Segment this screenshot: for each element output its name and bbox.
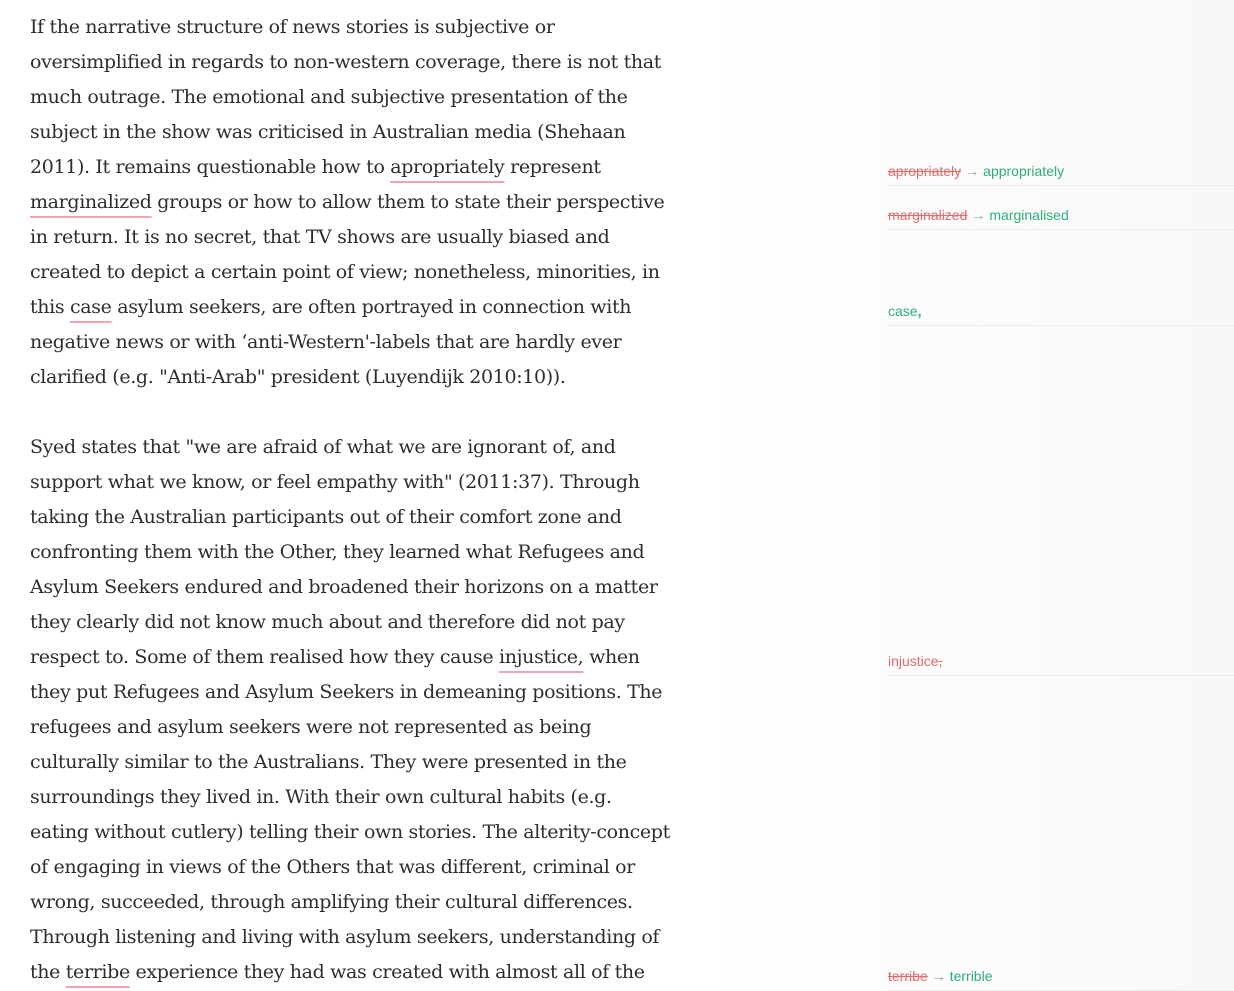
flagged-word-terribe[interactable]: terribe [65, 961, 130, 983]
text-line: of engaging in views of the Others that was different, criminal or [30, 856, 635, 878]
text-segment: asylum seekers, are often portrayed in connection with [111, 296, 632, 318]
text-line [30, 290, 710, 325]
suggestion-replacement: marginalised [989, 207, 1069, 223]
flagged-word-case[interactable]: case [70, 296, 112, 318]
comma-remove-mark: , [938, 653, 943, 669]
text-line: clarified (e.g. "Anti-Arab" president (Luyendijk 2010:10)). [30, 366, 566, 388]
text-line: support what we know, or feel empathy with" (2011:37). Through [30, 471, 640, 493]
arrow-right-icon: → [971, 207, 986, 223]
suggestion-replacement: appropriately [983, 163, 1065, 179]
text-line: negative news or with ‘anti-Western'-labels that are hardly ever [30, 331, 622, 353]
text-line: If the narrative structure of news stories is subjective or [30, 16, 555, 38]
flagged-word-injustice[interactable]: injustice, [499, 646, 584, 668]
text-line: Syed states that "we are afraid of what we are ignorant of, and [30, 436, 616, 458]
suggestion-original: terribe [888, 968, 928, 984]
text-line: wrong, succeeded, through amplifying their cultural differences. [30, 891, 633, 913]
text-line: refugees and asylum seekers were not represented as being [30, 716, 592, 738]
arrow-right-icon: → [965, 163, 980, 179]
text-line: in return. It is no secret, that TV shows are usually biased and [30, 226, 610, 248]
flagged-word-apropriately[interactable]: apropriately [390, 156, 505, 178]
suggestion-card-marginalized[interactable] [888, 201, 1234, 230]
text-line: eating without cutlery) telling their own stories. The alterity-concept [30, 821, 670, 843]
text-line: they put Refugees and Asylum Seekers in demeaning positions. The [30, 681, 663, 703]
comma-insert-mark: , [917, 303, 922, 319]
text-segment: respect to. Some of them realised how they cause [30, 646, 500, 668]
text-segment: when [583, 646, 640, 668]
arrow-right-icon: → [931, 968, 946, 984]
text-line [30, 955, 710, 990]
text-line: culturally similar to the Australians. They were presented in the [30, 751, 627, 773]
paragraph-2 [30, 430, 710, 990]
text-segment: represent [504, 156, 601, 178]
suggestion-original: marginalized [888, 207, 968, 223]
text-line: created to depict a certain point of view; nonetheless, minorities, in [30, 261, 660, 283]
text-line [30, 150, 710, 185]
suggestion-card-apropriately[interactable] [888, 157, 1234, 186]
document-editor[interactable] [30, 10, 710, 990]
flagged-word-marginalized[interactable]: marginalized [30, 191, 152, 213]
text-line: subject in the show was criticised in Australian media (Shehaan [30, 121, 626, 143]
text-segment: this [30, 296, 70, 318]
paragraph-1 [30, 10, 710, 395]
text-line [30, 640, 710, 675]
text-line: Through listening and living with asylum seekers, understanding of [30, 926, 660, 948]
text-segment: groups or how to allow them to state their perspective [151, 191, 665, 213]
suggestion-card-terribe[interactable] [888, 962, 1234, 991]
suggestion-original: apropriately [888, 163, 962, 179]
text-line: confronting them with the Other, they learned what Refugees and [30, 541, 645, 563]
text-segment: experience they had was created with almost all of the [129, 961, 645, 983]
suggestions-sidebar [888, 0, 1234, 989]
text-line: oversimplified in regards to non-western coverage, there is not that [30, 51, 662, 73]
suggestion-word: case [888, 303, 918, 319]
text-segment: 2011). It remains questionable how to [30, 156, 391, 178]
suggestion-word: injustice [888, 653, 939, 669]
text-line: surroundings they lived in. With their own cultural habits (e.g. [30, 786, 612, 808]
text-line: they clearly did not know much about and therefore did not pay [30, 611, 625, 633]
text-segment: the [30, 961, 66, 983]
suggestion-card-injustice-comma[interactable] [888, 647, 1234, 676]
suggestion-card-case-comma[interactable] [888, 297, 1234, 326]
paragraph-spacer [30, 395, 710, 430]
suggestion-replacement: terrible [949, 968, 993, 984]
text-line [30, 185, 710, 220]
text-line: Asylum Seekers endured and broadened their horizons on a matter [30, 576, 658, 598]
text-line: taking the Australian participants out of their comfort zone and [30, 506, 622, 528]
text-line: much outrage. The emotional and subjective presentation of the [30, 86, 628, 108]
